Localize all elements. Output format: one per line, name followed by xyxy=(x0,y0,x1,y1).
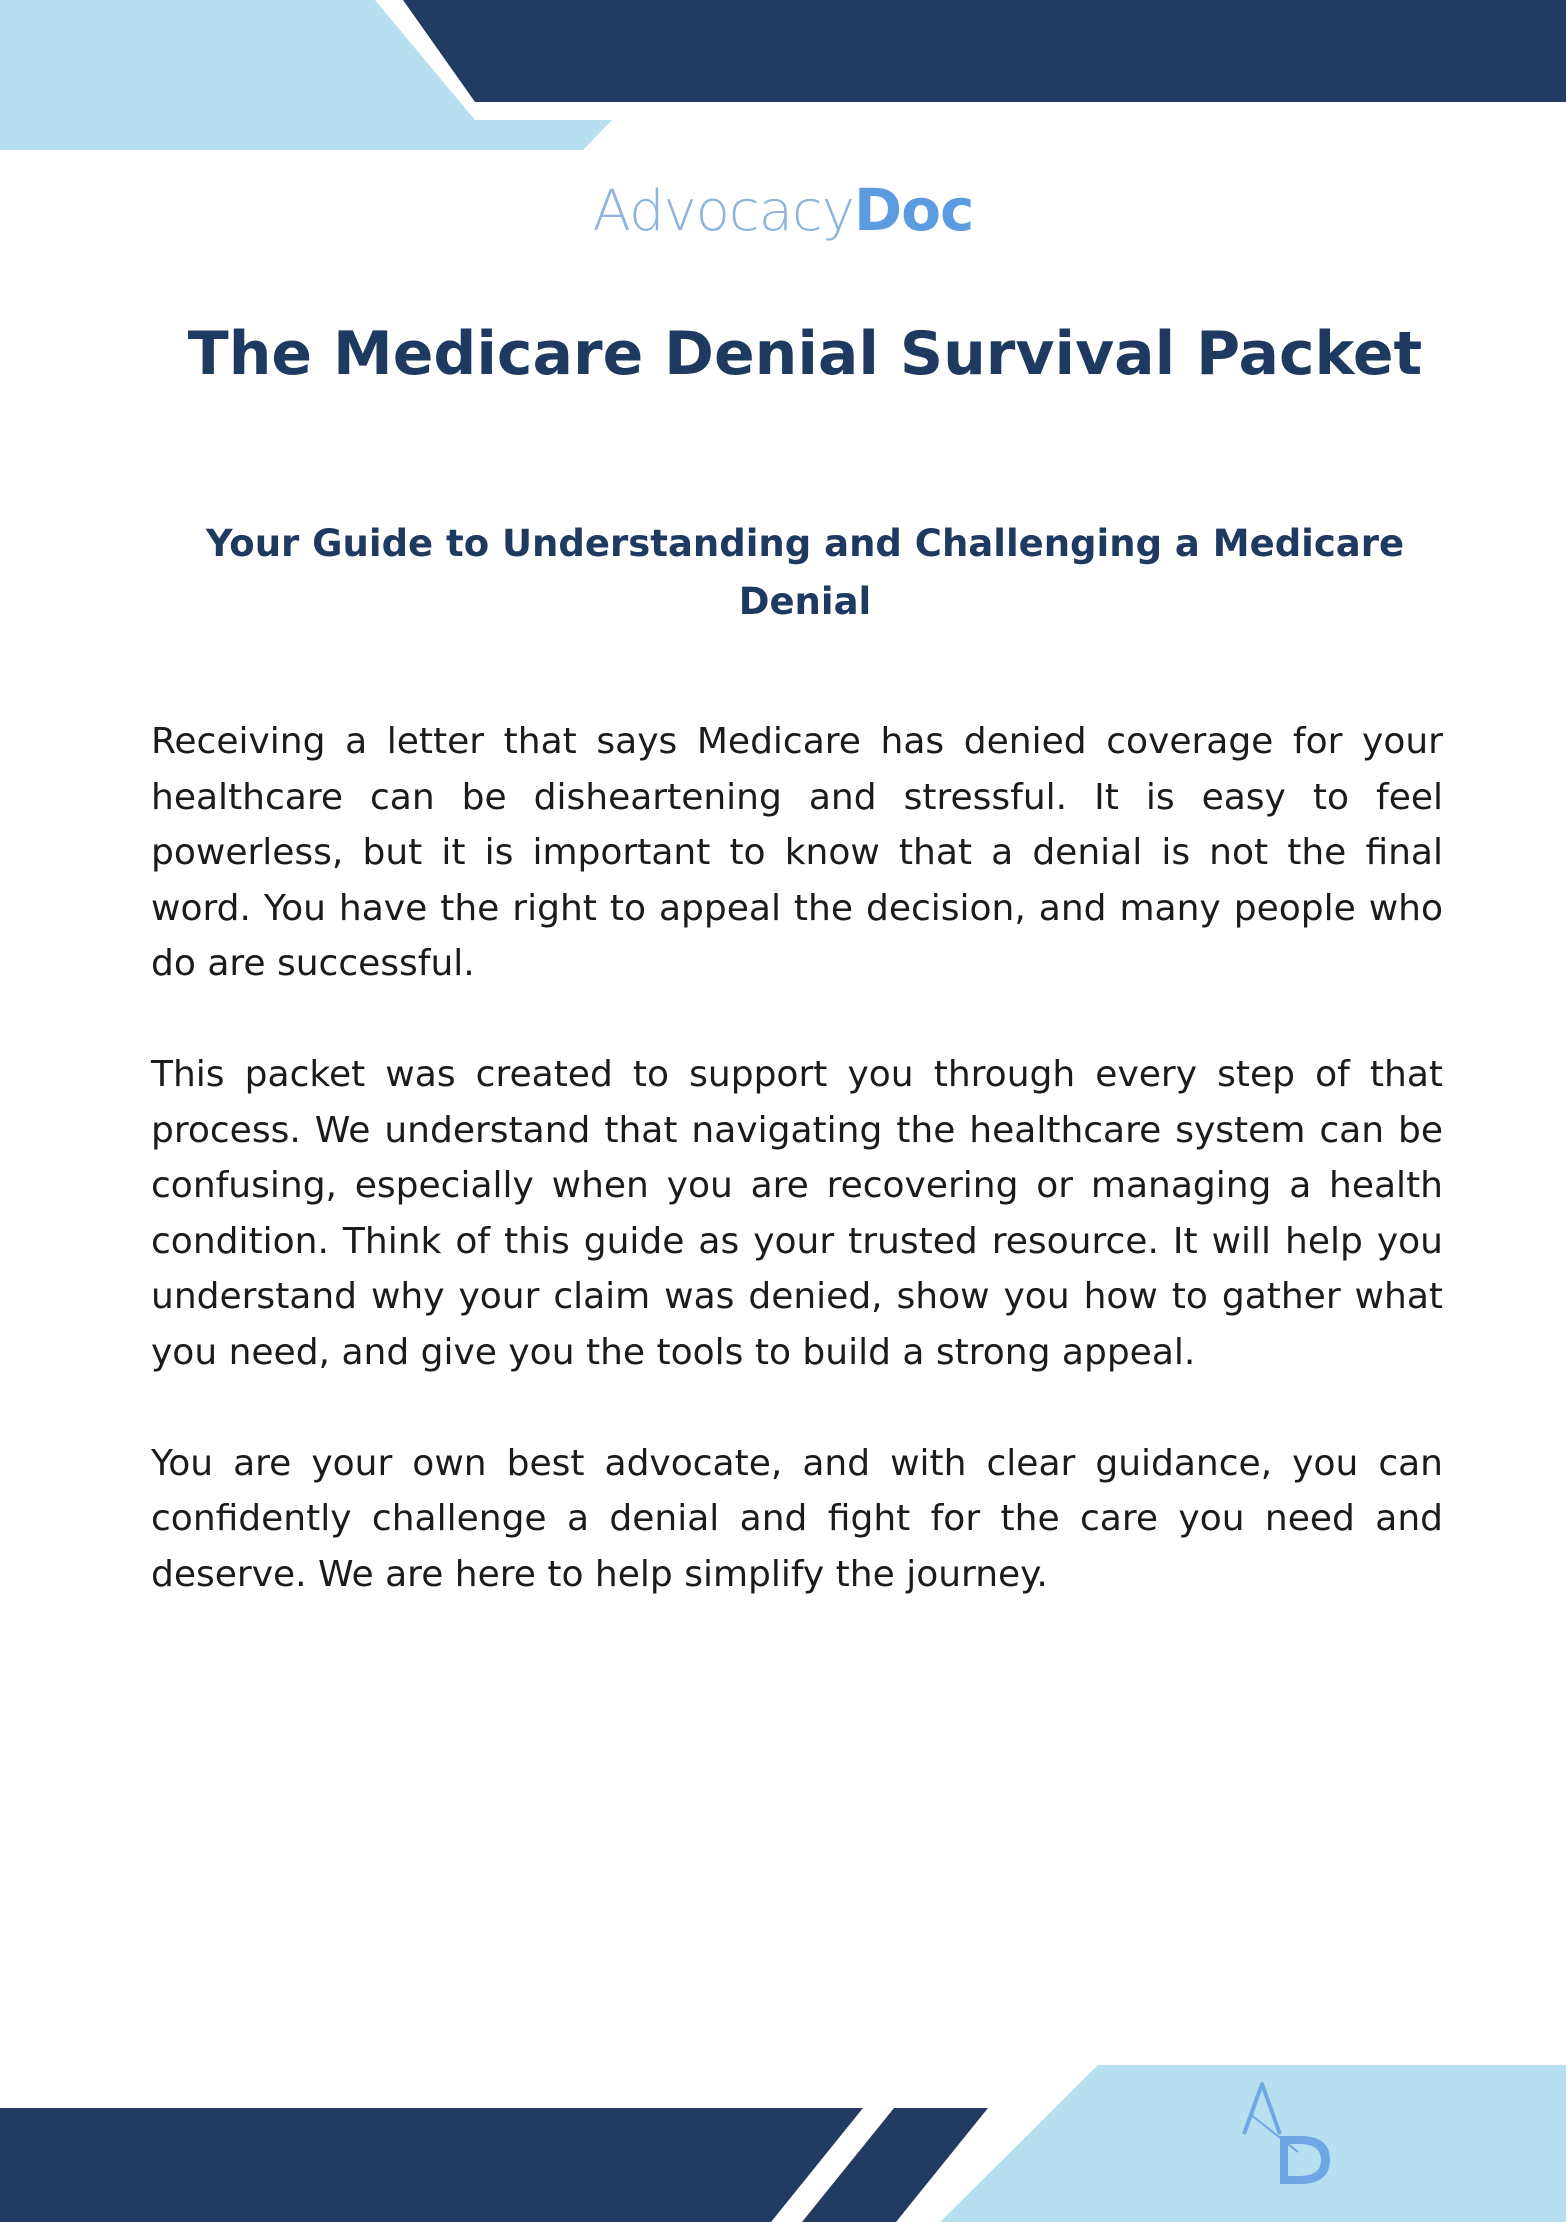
brand-logo xyxy=(0,175,1566,247)
page-subtitle: Your Guide to Understanding and Challenging a Medicare Denial xyxy=(205,522,1405,623)
paragraph-purpose: This packet was created to support you through every step of that process. We understand that navigating the healthcare system can be confusing, especially when you are recovering or managing a health condition. Think of this guide as your trusted resource. It will help you understand why your claim was denied, show you how to gather what you need, and give you the tools to build a strong appeal. xyxy=(151,1053,1443,1373)
logo-text-light: Advocacy xyxy=(592,179,854,244)
page-title: The Medicare Denial Survival Packet xyxy=(187,319,1423,389)
body-text xyxy=(151,714,1443,1657)
footer-navy-band xyxy=(0,2108,863,2222)
paragraph-closing: You are your own best advocate, and with clear guidance, you can confidently challenge a denial and fight for the care you need and deserve. We are here to help simplify the journey. xyxy=(151,1442,1443,1595)
paragraph-intro: Receiving a letter that says Medicare has denied coverage for your healthcare can be disheartening and stressful. It is easy to feel powerless, but it is important to know that a denial is not the final word. You have the right to appeal the decision, and many people who do are successful. xyxy=(151,721,1443,985)
logo-text-bold: Doc xyxy=(853,176,974,244)
advocacydoc-monogram-icon xyxy=(1240,2080,1340,2190)
header-light-band xyxy=(0,0,612,150)
header-navy-band xyxy=(403,0,1566,102)
footer-navy-stripe xyxy=(802,2108,988,2222)
